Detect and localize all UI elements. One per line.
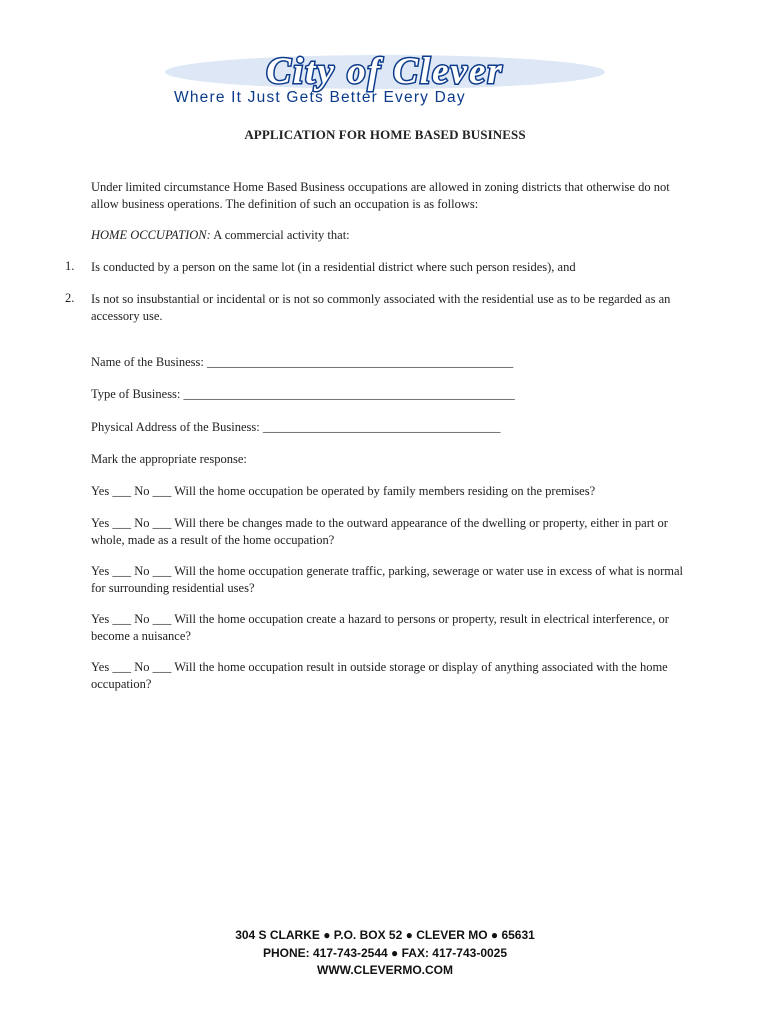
- intro-paragraph: Under limited circumstance Home Based Business occupations are allowed in zoning districts that otherwise do not allow business operations. The definition of such an occupation is as follows:: [91, 180, 670, 211]
- footer: [0, 927, 770, 980]
- question-1[interactable]: Yes ___ No ___ Will the home occupation be operated by family members residing on the premises?: [91, 484, 596, 498]
- definition-text: A commercial activity that:: [210, 228, 350, 242]
- footer-phone: PHONE: 417-743-2544 ● FAX: 417-743-0025: [262, 945, 508, 960]
- question-2[interactable]: Yes ___ No ___ Will there be changes made to the outward appearance of the dwelling or property, either in part or whole, made as a result of the home occupation?: [91, 516, 668, 547]
- footer-website: WWW.CLEVERMO.COM: [317, 963, 453, 977]
- page-title: APPLICATION FOR HOME BASED BUSINESS: [244, 127, 526, 142]
- criterion-1-number: 1.: [65, 259, 75, 273]
- business-type-field[interactable]: Type of Business: _____________________________________________________: [91, 387, 515, 401]
- question-3[interactable]: Yes ___ No ___ Will the home occupation generate traffic, parking, sewerage or water use in excess of what is normal for surrounding residential uses?: [91, 564, 684, 595]
- business-name-field[interactable]: Name of the Business: _________________________________________________: [91, 355, 514, 369]
- instruction-text: Mark the appropriate response:: [91, 452, 247, 466]
- criterion-2-number: 2.: [65, 291, 75, 305]
- criterion-2-text: Is not so insubstantial or incidental or is not so commonly associated with the residential use as to be regarded as an accessory use.: [91, 292, 671, 323]
- logo-slogan: Where It Just Gets Better Every Day: [174, 89, 466, 106]
- logo-wordmark: City of Clever: [266, 51, 504, 92]
- footer-address: 304 S CLARKE ● P.O. BOX 52 ● CLEVER MO ● 65631: [235, 928, 535, 942]
- question-4[interactable]: Yes ___ No ___ Will the home occupation create a hazard to persons or property, result in electrical interference, or become a nuisance?: [91, 612, 669, 643]
- physical-address-field[interactable]: Physical Address of the Business: ______________________________________: [91, 420, 501, 434]
- question-5[interactable]: Yes ___ No ___ Will the home occupation result in outside storage or display of anything associated with the home occupation?: [91, 660, 668, 691]
- definition-term: HOME OCCUPATION:: [91, 228, 211, 242]
- definition: [91, 227, 691, 244]
- criterion-1-text: Is conducted by a person on the same lot (in a residential district where such person resides), and: [91, 260, 576, 274]
